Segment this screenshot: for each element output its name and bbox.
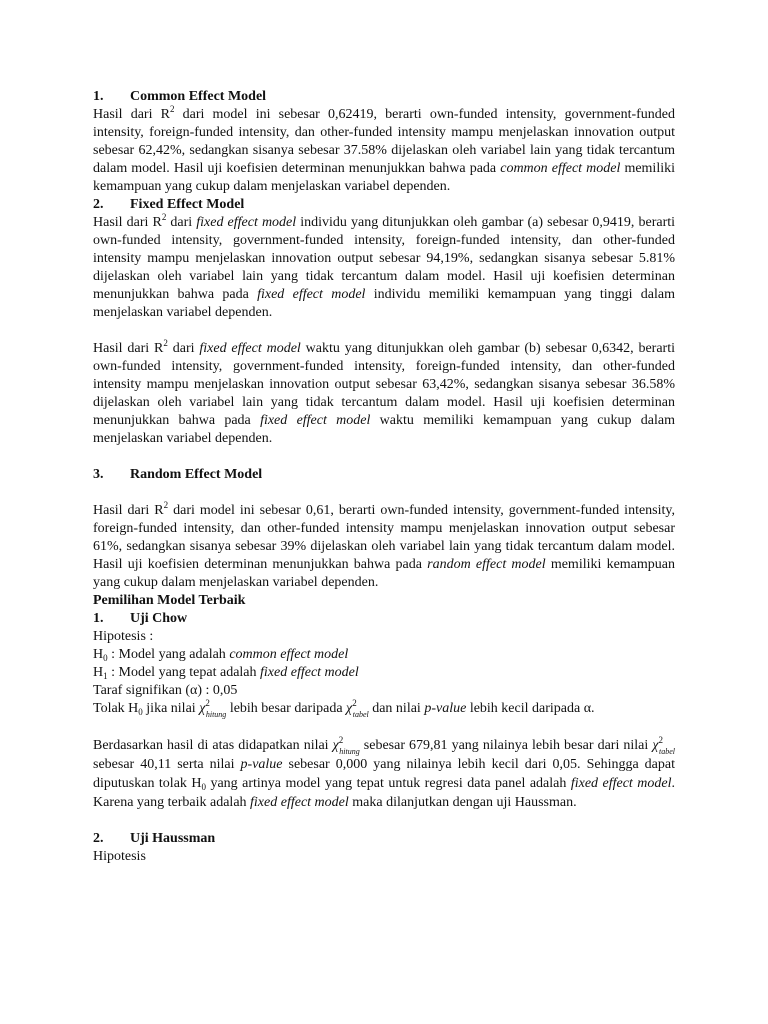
section-number: 3. — [93, 467, 104, 482]
section-number: 1. — [93, 611, 104, 626]
section-heading-common-effect — [93, 88, 675, 106]
hypothesis-h0: $H_0$ : Model yang adalah common effect model — [93, 647, 349, 663]
paragraph-common-effect: Hasil dari $R^2$ dari model ini sebesar 0,62419, berarti own-funded intensity, government-funded intensity, foreign-funded intensity, dan other-funded intensity mampu menjelaskan innovation output sebesar 62,42%, sedangkan sisanya sebesar 37.58% dijelaskan oleh variabel lain yang tidak tercantum dalam model. Hasil uji koefisien determinan menunjukkan bahwa pada common effect model memiliki kemampuan yang cukup dalam menjelaskan variabel dependen. — [93, 104, 675, 194]
heading-pemilihan-model: Pemilihan Model Terbaik — [93, 593, 246, 608]
section-heading-uji-haussman — [93, 830, 675, 848]
hypothesis-h1: $H_1$ : Model yang tepat adalah fixed effect model — [93, 665, 359, 681]
paragraph-fixed-effect-individu: Hasil dari $R^2$ dari fixed effect model individu yang ditunjukkan oleh gambar (a) sebesar 0,9419, berarti own-funded intensity, government-funded intensity, foreign-funded intensity, dan other-funded intensity mampu menjelaskan innovation output sebesar 94,19%, sedangkan sisanya sebesar 5.81% dijelaskan oleh variabel lain yang tidak tercantum dalam model. Hasil uji koefisien determinan menunjukkan bahwa pada fixed effect model individu memiliki kemampuan yang tinggi dalam menjelaskan variabel dependen. — [93, 212, 676, 320]
document-page — [93, 88, 675, 866]
taraf-signifikan: Taraf signifikan (α) : 0,05 — [93, 683, 238, 698]
decision-rule: Tolak $H_0$ jika nilai $\chi^2_{hitung}$ lebih besar daripada $\chi^2_{tabel}$ dan nilai p-value lebih kecil daripada α. — [93, 698, 595, 719]
paragraph-chow-result: Berdasarkan hasil di atas didapatkan nilai $\chi^2_{hitung}$ sebesar 679,81 yang nilainya lebih besar dari nilai $\chi^2_{tabel}$ sebesar 40,11 serta nilai p-value sebesar 0,000 yang nilainya lebih kecil dari 0,05. Sehingga dapat diputuskan tolak $H_0$ yang artinya model yang tepat untuk regresi data panel adalah fixed effect model. Karena yang terbaik adalah fixed effect model maka dilanjutkan dengan uji Haussman. — [93, 735, 676, 810]
section-heading-fixed-effect — [93, 196, 675, 214]
paragraph-fixed-effect-waktu: Hasil dari $R^2$ dari fixed effect model waktu yang ditunjukkan oleh gambar (b) sebesar 0,6342, berarti own-funded intensity, government-funded intensity, foreign-funded intensity, dan other-funded intensity mampu menjelaskan innovation output sebesar 63,42%, sedangkan sisanya sebesar 36.58% dijelaskan oleh variabel lain yang tidak tercantum dalam model. Hasil uji koefisien determinan menunjukkan bahwa pada fixed effect model waktu memiliki kemampuan yang cukup dalam menjelaskan variabel dependen. — [93, 338, 675, 446]
section-title: Uji Chow — [130, 611, 188, 626]
paragraph-random-effect: Hasil dari $R^2$ dari model ini sebesar 0,61, berarti own-funded intensity, government-funded intensity, foreign-funded intensity, dan other-funded intensity mampu menjelaskan innovation output sebesar 61%, sedangkan sisanya sebesar 39% dijelaskan oleh variabel lain yang tidak tercantum dalam model. Hasil uji koefisien determinan menunjukkan bahwa pada random effect model memiliki kemampuan yang cukup dalam menjelaskan variabel dependen. — [93, 500, 675, 590]
section-title: Fixed Effect Model — [130, 197, 245, 212]
section-number: 1. — [93, 89, 104, 104]
section-heading-random-effect — [93, 466, 675, 484]
hipotesis-label-haussman: Hipotesis — [93, 849, 146, 864]
section-title: Uji Haussman — [130, 831, 216, 846]
section-title: Random Effect Model — [130, 467, 263, 482]
section-heading-uji-chow — [93, 610, 675, 628]
section-number: 2. — [93, 831, 104, 846]
section-title: Common Effect Model — [130, 89, 267, 104]
hipotesis-label: Hipotesis : — [93, 629, 154, 644]
section-number: 2. — [93, 197, 104, 212]
